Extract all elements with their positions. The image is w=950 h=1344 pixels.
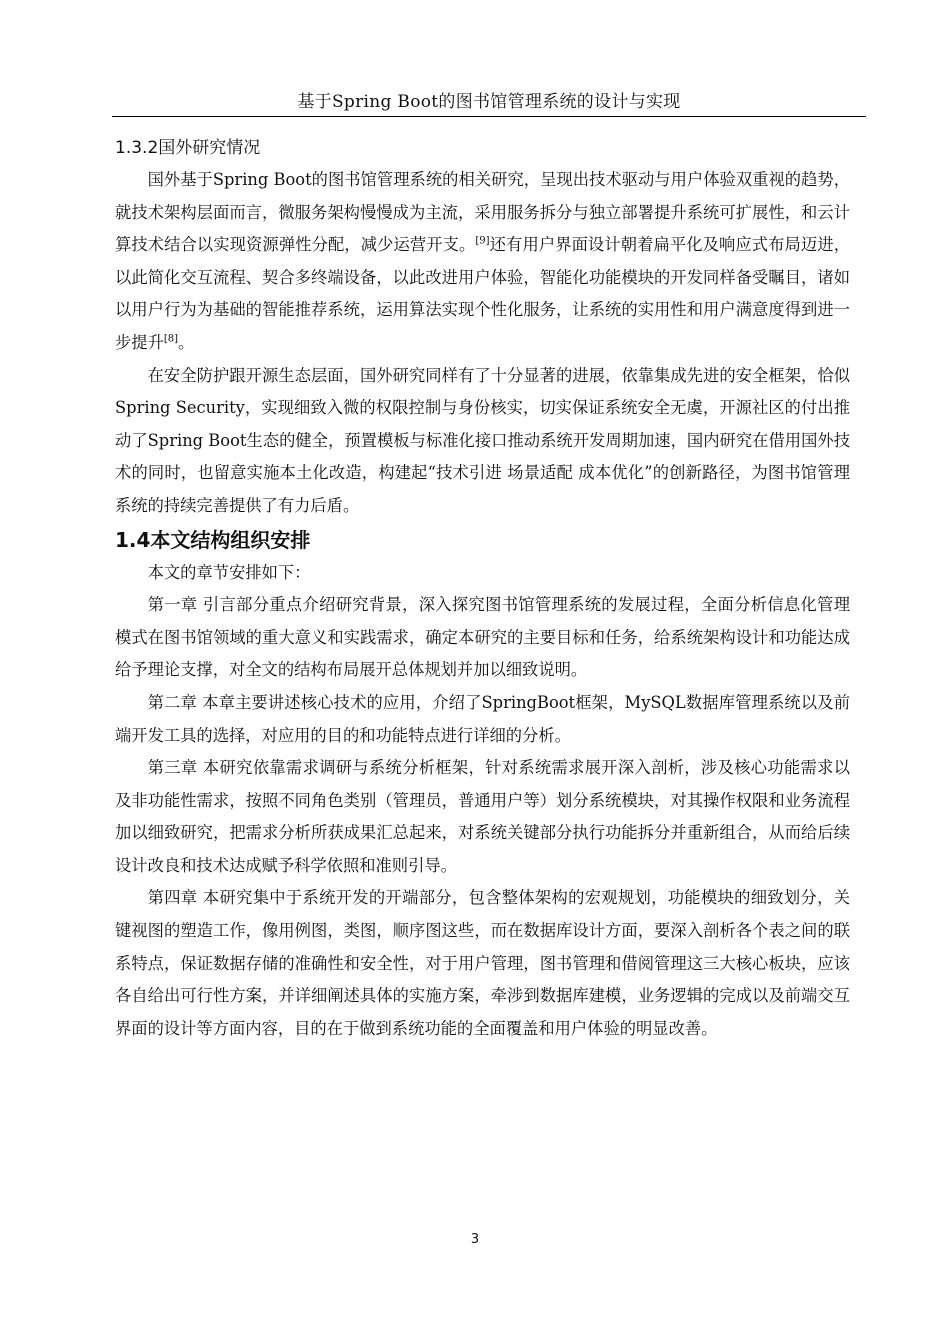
paragraph-text: 国外基于Spring Boot的图书馆管理系统的相关研究，呈现出技术驱动与用户体验双重视的趋势，就技术架构层面而言，微服务架构慢慢成为主流，采用服务拆分与独立部署提升系统可扩展性，和云计算技术结合以实现资源弹性分配，减少运营开支。 — [115, 170, 850, 255]
paragraph-chapter-1: 第一章 引言部分重点介绍研究背景，深入探究图书馆管理系统的发展过程，全面分析信息化管理模式在图书馆领域的重大意义和实践需求，确定本研究的主要目标和任务，给系统架构设计和功能达成给予理论支撑，对全文的结构布局展开总体规划并加以细致说明。 — [115, 595, 850, 680]
paragraph-structure-intro: 本文的章节安排如下： — [147, 562, 311, 582]
paragraph-text: 。 — [178, 332, 195, 352]
paragraph-text: 还有用户界面设计朝着扁平化及响应式布局迈进，以此简化交互流程、契合多终端设备，以此改进用户体验，智能化功能模块的开发同样备受瞩目，诸如以用户行为为基础的智能推荐系统，运用算法实现个性化服务，让系统的实用性和用户满意度得到进一步提升 — [115, 235, 850, 352]
running-header: 基于Spring Boot的图书馆管理系统的设计与实现 — [297, 92, 681, 112]
citation-ref-9: [9] — [475, 235, 490, 247]
page-number: 3 — [470, 1232, 480, 1247]
paragraph-chapter-3: 第三章 本研究依靠需求调研与系统分析框架，针对系统需求展开深入剖析，涉及核心功能需求以及非功能性需求，按照不同角色类别（管理员，普通用户等）划分系统模块，对其操作权限和业务流程加以细致研究，把需求分析所获成果汇总起来，对系统关键部分执行功能拆分并重新组合，从而给后续设计改良和技术达成赋予科学依照和准则引导。 — [115, 758, 850, 875]
paragraph-foreign-research-1 — [115, 164, 850, 360]
paragraph-chapter-2: 第二章 本章主要讲述核心技术的应用，介绍了SpringBoot框架，MySQL数据库管理系统以及前端开发工具的选择，对应用的目的和功能特点进行详细的分析。 — [115, 692, 850, 745]
header-rule — [112, 116, 866, 117]
section-heading-1-3-2: 1.3.2国外研究情况 — [115, 138, 261, 158]
paragraph-foreign-research-2: 在安全防护跟开源生态层面，国外研究同样有了十分显著的进展，依靠集成先进的安全框架，恰似Spring Security，实现细致入微的权限控制与身份核实，切实保证系统安全无虞，开源社区的付出推动了Spring Boot生态的健全，预置模板与标准化接口推动系统开发周期加速，国内研究在借用国外技术的同时，也留意实施本土化改造，构建起“技术引进 场景适配 成本优化”的创新路径，为图书馆管理系统的持续完善提供了有力后盾。 — [115, 365, 850, 515]
section-heading-1-4: 1.4本文结构组织安排 — [115, 527, 311, 552]
citation-ref-8: [8] — [163, 333, 179, 345]
page-content — [115, 132, 850, 1045]
paragraph-chapter-4: 第四章 本研究集中于系统开发的开端部分，包含整体架构的宏观规划，功能模块的细致划分，关键视图的塑造工作，像用例图，类图，顺序图这些，而在数据库设计方面，要深入剖析各个表之间的联系特点，保证数据存储的准确性和安全性，对于用户管理，图书管理和借阅管理这三大核心板块，应该各自给出可行性方案，并详细阐述具体的实施方案，牵涉到数据库建模，业务逻辑的完成以及前端交互界面的设计等方面内容，目的在于做到系统功能的全面覆盖和用户体验的明显改善。 — [115, 888, 850, 1038]
